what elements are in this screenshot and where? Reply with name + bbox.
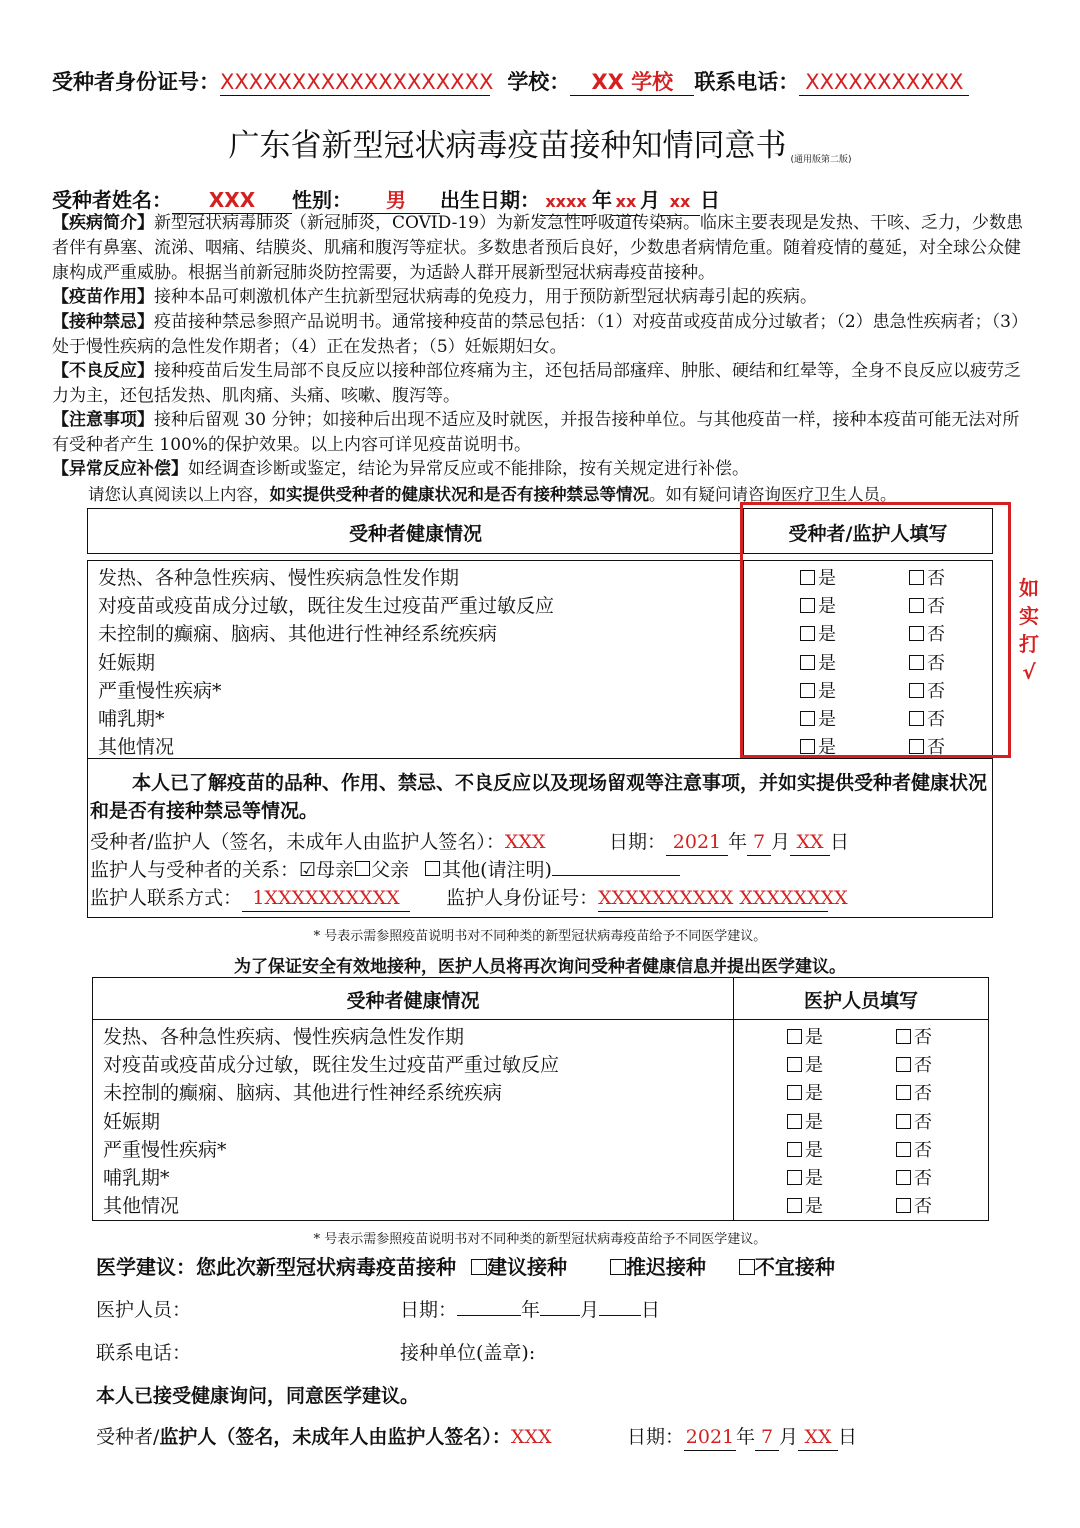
yes-label: 是 [818,680,836,702]
no-checkbox[interactable] [896,1136,932,1162]
no-label: 否 [914,1027,932,1048]
health-item: 未控制的癫痫、脑病、其他进行性神经系统疾病 [103,1082,503,1105]
no-checkbox[interactable] [896,1192,932,1218]
relation-row [90,855,680,882]
consent-sign-label: 受种者/监护人（签名，未成年人由监护人签名）： [90,831,505,853]
staff-year-blank[interactable] [457,1315,521,1316]
health-item: 严重慢性疾病* [103,1138,227,1161]
table2-col2: 医护人员填写 [803,990,918,1012]
yes-checkbox[interactable] [787,1023,823,1049]
read-notice-a: 请您认真阅读以上内容， [88,485,270,504]
section-key: 【不良反应】 [52,361,154,381]
dob-year: xxxx [540,189,592,216]
no-label: 否 [914,1111,932,1133]
guardian-contact-label: 监护人联系方式： [90,887,243,909]
final-month: 7 [755,1424,779,1451]
yes-label: 是 [805,1139,823,1161]
health-item: 发热、各种急性疾病、慢性疾病急性发作期 [98,567,460,589]
advice-not-suitable-checkbox[interactable] [739,1259,755,1275]
section-text: 接种本品可刺激机体产生抗新型冠状病毒的免疫力，用于预防新型冠状病毒引起的疾病。 [154,287,817,307]
staff-date-row [400,1295,660,1322]
year-unit: 年 [735,1426,755,1448]
note-1: * 号表示需参照疫苗说明书对不同种类的新型冠状病毒疫苗给予不同医学建议。 [313,929,767,944]
section-vaccine-effect [52,285,1032,310]
checkbox-square[interactable] [896,1029,911,1044]
checkbox-square[interactable] [787,1142,802,1157]
consent-sign-row [90,827,849,856]
consent-date-label: 日期： [608,831,666,853]
no-label: 否 [927,737,945,759]
section-text: 如经调查诊断或鉴定，结论为异常反应或不能排除，按有关规定进行补偿。 [188,459,749,479]
gender-label: 性别： [292,188,352,212]
section-key: 【疫苗作用】 [52,287,154,307]
checkbox-square[interactable] [787,1170,802,1185]
staff-date-label: 日期： [400,1299,458,1321]
yes-label: 是 [805,1083,823,1105]
final-sign-row [96,1422,857,1451]
section-text: 新型冠状病毒肺炎（新冠肺炎，COVID-19）为新发急性呼吸道传染病。临床主要表现是发热、干咳、乏力，少数患者伴有鼻塞、流涕、咽痛、结膜炎、肌痛和腹泻等症状。多数患者预后良好，少数患者病情危重。随着疫情的蔓延，对全球公众健康构成严重威胁。根据当前新冠肺炎防控需要，为适龄人群开展新型冠状病毒疫苗接种。 [52,213,1023,283]
month-unit: 月 [580,1299,600,1321]
checkbox-square[interactable] [787,1029,802,1044]
day-unit: 日 [700,188,720,212]
staff-month-blank[interactable] [540,1315,580,1316]
health-item: 妊娠期 [98,651,156,674]
health-item: 哺乳期* [98,708,165,730]
checkbox-square[interactable] [787,1085,802,1100]
consent-sign-value: XXX [504,831,546,853]
consent-month: 7 [747,829,771,856]
side-note [1015,574,1043,686]
subtitle: 为了保证安全有效地接种，医护人员将再次询问受种者健康信息并提出医学建议。 [234,957,846,977]
relation-other-blank[interactable] [552,875,680,876]
section-key: 【疾病简介】 [52,213,154,233]
yes-label: 是 [818,624,836,646]
section-key: 【注意事项】 [52,410,154,430]
section-precautions [52,408,1032,458]
table2-divider [733,978,734,1220]
checkbox-square[interactable] [787,1057,802,1072]
dob-month: xx [612,189,640,216]
year-unit: 年 [521,1299,541,1321]
section-text: 疫苗接种禁忌参照产品说明书。通常接种疫苗的禁忌包括：（1）对疫苗或疫苗成分过敏者；（2）患急性疾病者；（3）处于慢性疾病的急性发作期者；（4）正在发热者；（5）妊娠期妇女。 [52,312,1028,357]
section-key: 【异常反应补偿】 [52,459,188,479]
relation-father-checkbox[interactable] [355,861,370,876]
yes-checkbox[interactable] [787,1079,823,1105]
health-item: 未控制的癫痫、脑病、其他进行性神经系统疾病 [98,623,498,646]
document-title [0,120,1080,165]
final-date-label: 日期： [626,1426,684,1448]
yes-checkbox[interactable] [787,1051,823,1077]
title-text: 广东省新型冠状病毒疫苗接种知情同意书 [228,128,787,164]
day-unit: 日 [830,831,850,853]
guardian-id-value: XXXXXXXXXX XXXXXXXX [598,885,828,912]
health-item: 严重慢性疾病* [98,679,222,702]
section-disease [52,211,1032,286]
relation-father-label: 父亲 [371,859,410,881]
yes-label: 是 [805,1027,823,1048]
health-item: 发热、各种急性疾病、慢性疾病急性发作期 [103,1026,465,1048]
health-item: 哺乳期* [103,1167,170,1189]
relation-label: 监护人与受种者的关系： [90,859,300,881]
section-text: 接种疫苗后发生局部不良反应以接种部位疼痛为主，还包括局部瘙痒、肿胀、硬结和红晕等，全身不良反应以疲劳乏力为主，还包括发热、肌肉痛、头痛、咳嗽、腹泻等。 [52,361,1021,406]
table1-col1: 受种者健康情况 [348,523,482,545]
relation-other-checkbox[interactable] [425,861,440,876]
section-contraindications [52,310,1032,360]
side-note-char: 实 [1019,604,1039,628]
month-unit: 月 [779,1426,799,1448]
header-line [52,66,969,96]
staff-day-blank[interactable] [599,1315,641,1316]
final-sign-value: XXX [510,1426,552,1448]
phone-label: 联系电话： [694,70,800,94]
guardian-contact-row [90,883,848,912]
checkbox-square[interactable] [896,1114,911,1129]
dob-label: 出生日期： [440,188,540,212]
fill-highlight-box [740,502,1011,758]
no-label: 否 [927,709,945,730]
yes-label: 是 [818,709,836,730]
checkbox-square[interactable] [896,1085,911,1100]
year-unit: 年 [592,188,612,212]
no-label: 否 [927,568,945,589]
side-note-char: 如 [1019,576,1039,600]
no-label: 否 [914,1055,932,1077]
id-value: XXXXXXXXXXXXXXXXXXX [220,70,494,94]
advice-postpone-label: 推迟接种 [625,1255,706,1279]
phone-value: XXXXXXXXXXX [799,69,969,96]
advice-not-suitable-label: 不宜接种 [754,1255,835,1279]
checkbox-square[interactable] [896,1057,911,1072]
health-item: 对疫苗或疫苗成分过敏，既往发生过疫苗严重过敏反应 [103,1054,560,1077]
checkbox-square[interactable] [896,1198,911,1213]
medical-advice-row [96,1251,835,1280]
table2-header-line [93,1019,988,1020]
staff-phone-label: 联系电话： [96,1342,192,1364]
yes-label: 是 [805,1196,823,1218]
guardian-contact-value: 1XXXXXXXXXX [242,885,410,912]
no-label: 否 [914,1139,932,1161]
checkbox-square[interactable] [787,1114,802,1129]
no-checkbox[interactable] [896,1051,932,1077]
table1-col2: 受种者/监护人填写 [788,523,948,545]
yes-label: 是 [818,568,836,589]
final-day: XX [798,1424,838,1451]
table2-col1: 受种者健康情况 [346,990,480,1012]
no-checkbox[interactable] [896,1108,932,1134]
no-label: 否 [927,596,945,618]
section-text: 接种后留观 30 分钟；如接种后出现不适应及时就医，并报告接种单位。与其他疫苗一样，接种本疫苗可能无法对所有受种者产生 100%的保护效果。以上内容可详见疫苗说明书。 [52,410,1020,455]
no-checkbox[interactable] [896,1164,932,1190]
relation-mother-checkbox[interactable]: ☑母亲 [299,859,355,881]
no-checkbox[interactable] [896,1079,932,1105]
checkbox-square[interactable] [896,1170,911,1185]
yes-checkbox[interactable] [787,1164,823,1190]
name-value: XXX [172,187,292,214]
no-label: 否 [914,1196,932,1218]
consent-day: XX [790,829,830,856]
checkbox-square[interactable] [896,1142,911,1157]
id-label: 受种者身份证号： [52,70,220,94]
yes-label: 是 [818,596,836,618]
no-label: 否 [927,652,945,674]
consent-statement: 本人已了解疫苗的品种、作用、禁忌、不良反应以及现场留观等注意事项，并如实提供受种者健康状况和是否有接种禁忌等情况。 [90,772,988,822]
advice-recommend-checkbox[interactable] [471,1259,487,1275]
yes-label: 是 [805,1168,823,1189]
checkbox-square[interactable] [787,1198,802,1213]
dob-day: xx [660,189,700,216]
relation-other-label: 其他(请注明) [442,859,552,881]
health-item: 其他情况 [103,1195,180,1218]
gender-value: 男 [352,187,440,214]
yes-checkbox[interactable] [787,1192,823,1218]
school-label: 学校： [507,70,571,94]
staff-label: 医护人员： [96,1299,192,1321]
health-item: 其他情况 [98,736,175,759]
section-adverse-reactions [52,359,1032,409]
yes-checkbox[interactable] [787,1108,823,1134]
vaccination-unit-label: 接种单位(盖章): [400,1342,536,1364]
day-unit: 日 [641,1299,661,1321]
no-checkbox[interactable] [896,1023,932,1049]
side-note-char: √ [1022,660,1036,684]
final-sign-label-b: 监护人（签名，未成年人由监护人签名）： [159,1426,511,1448]
no-label: 否 [914,1083,932,1105]
name-label: 受种者姓名： [52,188,172,212]
health-item: 妊娠期 [103,1110,161,1133]
no-label: 否 [927,680,945,702]
advice-postpone-checkbox[interactable] [610,1259,626,1275]
read-notice-c: 。如有疑问请咨询医疗卫生人员。 [649,485,897,504]
yes-label: 是 [805,1055,823,1077]
school-value: XX 学校 [570,69,694,96]
day-unit: 日 [838,1426,858,1448]
month-unit: 月 [770,831,790,853]
consent-year: 2021 [666,829,728,856]
year-unit: 年 [727,831,747,853]
month-unit: 月 [640,188,660,212]
health-item: 对疫苗或疫苗成分过敏，既往发生过疫苗严重过敏反应 [98,595,555,618]
title-note: (通用版第二版) [790,155,852,165]
yes-checkbox[interactable] [787,1136,823,1162]
note-2: * 号表示需参照疫苗说明书对不同种类的新型冠状病毒疫苗给予不同医学建议。 [313,1232,767,1247]
section-compensation [52,457,1032,482]
side-note-char: 打 [1019,632,1039,656]
yes-label: 是 [818,652,836,674]
no-label: 否 [927,624,945,646]
accept-statement: 本人已接受健康询问，同意医学建议。 [96,1385,420,1407]
guardian-id-label: 监护人身份证号： [446,887,599,909]
final-year: 2021 [684,1424,736,1451]
yes-label: 是 [818,737,836,759]
read-notice-b: 如实提供受种者的健康状况和是否有接种禁忌等情况 [269,485,649,504]
no-label: 否 [914,1168,932,1189]
consent-box [87,758,993,918]
advice-recommend-label: 建议接种 [486,1255,567,1279]
final-sign-label-a: 受种者/ [96,1426,160,1448]
yes-label: 是 [805,1111,823,1133]
medical-advice-label: 医学建议：您此次新型冠状病毒疫苗接种 [96,1255,456,1279]
section-key: 【接种禁忌】 [52,312,154,332]
